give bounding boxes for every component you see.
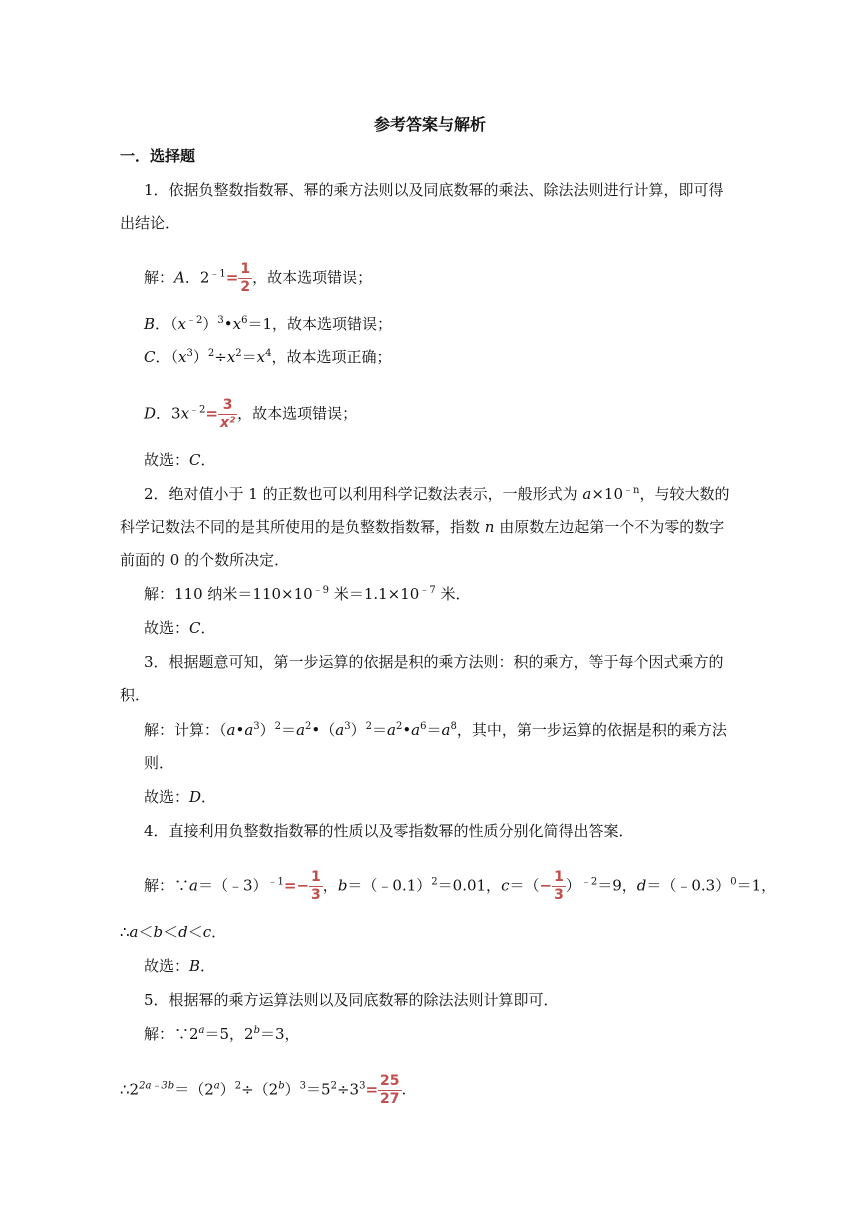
text: ＝（﹣0.1）: [347, 876, 432, 895]
exponent: ﹣1: [209, 268, 226, 280]
variable: x: [180, 404, 190, 423]
numerator: 1: [311, 869, 321, 885]
variable: a: [441, 721, 451, 739]
q3-answer-line2: 则．: [144, 754, 175, 772]
q1-choice: [144, 450, 216, 470]
equals-sign: =: [205, 404, 218, 423]
variable: d: [178, 923, 188, 941]
text: ．: [200, 957, 216, 975]
text: ）: [259, 721, 275, 739]
q4-answer-line1: [144, 870, 776, 903]
variable: x: [178, 348, 187, 366]
q1-option-d: [144, 398, 357, 431]
text: 由原数左边起第一个不为零的数字: [494, 518, 725, 536]
numerator: 1: [554, 869, 564, 885]
exponent: ﹣9: [312, 585, 330, 596]
exponent: ﹣2: [189, 404, 206, 416]
exponent: ﹣2: [580, 876, 598, 888]
text: •: [235, 721, 245, 739]
text: ，其中，第一步运算的依据是积的乘方法: [456, 721, 727, 739]
variable: b: [337, 876, 348, 895]
text: ．: [201, 788, 217, 806]
q2-choice: [144, 618, 216, 638]
q1-hint-line1: 1．依据负整数指数幂、幂的乘方法则以及同底数幂的乘法、除法法则进行计算，即可得: [144, 181, 724, 199]
text: ，故本选项错误；: [237, 404, 358, 423]
q3-answer-line1: [144, 720, 727, 740]
choice-prefix: 故选：: [144, 957, 190, 975]
q2-answer: [144, 584, 471, 604]
text: 解：∵2: [144, 1025, 199, 1043]
fraction-25-over-27: [379, 1074, 400, 1107]
exponent: a: [198, 1025, 205, 1036]
exponent: 3: [253, 721, 260, 732]
denominator: 27: [380, 1091, 400, 1107]
text: ＝9，: [597, 876, 637, 895]
exponent: 2: [395, 721, 403, 732]
text: ＝1，故本选项错误；: [247, 315, 393, 333]
option-label: C: [144, 348, 156, 366]
exponent: 3: [299, 1080, 307, 1092]
variable: c: [202, 923, 212, 941]
text: •（: [311, 721, 336, 739]
choice-letter: C: [189, 451, 201, 469]
minus-sign: −: [296, 876, 310, 895]
denominator: 3: [554, 887, 564, 903]
exponent: 2: [234, 1080, 242, 1092]
variable: a: [582, 485, 592, 503]
exponent: a: [213, 1080, 220, 1092]
text: ＜: [138, 923, 154, 941]
exponent: b: [278, 1080, 285, 1092]
variable: x: [226, 348, 236, 366]
exponent: 3: [186, 348, 193, 359]
answer-prefix: 解：: [144, 268, 175, 287]
text: ．（: [155, 315, 178, 333]
exponent: 6: [241, 315, 248, 326]
text: ．2: [184, 268, 210, 287]
option-label: B: [144, 315, 156, 333]
exponent: 3: [217, 315, 224, 326]
exponent: 2a﹣3b: [139, 1080, 175, 1092]
choice-letter: D: [189, 788, 202, 806]
equals-sign: =: [365, 1080, 379, 1099]
text: ＝: [241, 348, 257, 366]
text: •: [223, 315, 233, 333]
text: ）: [350, 721, 366, 739]
exponent: 8: [450, 721, 457, 732]
exponent: b: [253, 1025, 261, 1036]
text: ）: [219, 1080, 235, 1099]
text: ＝0.01，: [437, 876, 502, 895]
text: ＝5: [306, 1080, 331, 1099]
exponent: 2: [330, 1080, 337, 1092]
text: ，故本选项错误；: [252, 268, 373, 287]
exponent: 3: [344, 721, 351, 732]
exponent: 2: [207, 348, 215, 359]
choice-prefix: 故选：: [144, 788, 190, 806]
q5-conclusion: [120, 1074, 406, 1107]
text: 解：∵: [144, 876, 190, 895]
variable: x: [256, 348, 266, 366]
choice-letter: B: [189, 957, 201, 975]
equals-sign: =: [283, 876, 297, 895]
q3-hint-line1: 3．根据题意可知，第一步运算的依据是积的乘方法则：积的乘方，等于每个因式乘方的: [144, 653, 724, 671]
choice-letter: C: [189, 619, 201, 637]
section-heading: 一．选择题: [120, 147, 196, 165]
exponent: ﹣2: [186, 315, 203, 326]
exponent: 2: [274, 721, 282, 732]
page-title: 参考答案与解析: [373, 115, 486, 134]
denominator: x²: [220, 415, 236, 431]
q3-choice: [144, 787, 216, 807]
q1-option-c: [144, 347, 392, 367]
variable: a: [226, 721, 236, 739]
variable: a: [296, 721, 306, 739]
q2-hint-line3: 前面的 0 的个数所决定．: [120, 551, 290, 569]
fraction-one-third: [553, 870, 565, 903]
q4-conclusion: [120, 922, 226, 942]
text: ．: [200, 451, 216, 469]
q2-hint-line2: [120, 517, 724, 537]
denominator: 2: [240, 279, 251, 295]
text: ＜: [187, 923, 203, 941]
exponent: 2: [365, 721, 372, 732]
text: ＜: [163, 923, 179, 941]
variable: a: [411, 721, 421, 739]
variable: d: [636, 876, 647, 895]
q1-option-a: [144, 262, 372, 295]
text: ÷: [214, 348, 227, 366]
exponent: ﹣n: [623, 485, 640, 496]
text: 解：计算：（: [144, 721, 227, 739]
text: 米．: [435, 585, 471, 603]
text: ）: [192, 348, 208, 366]
text: ＝（2: [174, 1080, 214, 1099]
text: ＝（﹣0.3）: [646, 876, 731, 895]
variable: a: [129, 923, 139, 941]
variable: c: [501, 876, 510, 895]
q1-option-b: [144, 314, 392, 334]
text: •: [402, 721, 412, 739]
text: ＝1，: [736, 876, 777, 895]
fraction-one-half: [239, 262, 251, 295]
numerator: 25: [380, 1073, 400, 1089]
text: ＝: [426, 721, 442, 739]
q2-hint-line1: [144, 484, 729, 504]
variable: a: [189, 876, 198, 895]
option-label: A: [174, 268, 185, 287]
q1-hint-line2: 出结论．: [120, 214, 181, 232]
exponent: 2: [431, 876, 438, 888]
exponent: 6: [420, 721, 427, 732]
minus-sign: −: [539, 876, 553, 895]
option-label: D: [144, 404, 157, 423]
text: 米＝1.1×10: [329, 585, 420, 603]
equals-sign: =: [225, 268, 239, 287]
exponent: 2: [235, 348, 242, 359]
exponent: 0: [730, 876, 737, 888]
text: ）: [284, 1080, 300, 1099]
text: ÷（2: [241, 1080, 279, 1099]
numerator: 3: [222, 397, 233, 413]
text: ．: [211, 923, 227, 941]
text: ＝: [371, 721, 387, 739]
q5-hint: 5．根据幂的乘方运算法则以及同底数幂的除法法则计算即可．: [144, 991, 559, 1009]
exponent: ﹣7: [419, 585, 436, 596]
q3-hint-line2: 积．: [120, 686, 151, 704]
text: ，: [322, 876, 338, 895]
text: ）: [565, 876, 581, 895]
text: ＝: [281, 721, 297, 739]
text: ＝（﹣3）: [197, 876, 268, 895]
text: ．（: [155, 348, 178, 366]
text: ∴2: [120, 1080, 140, 1099]
text: 科学记数法不同的是其所使用的是负整数指数幂，指数: [120, 518, 485, 536]
text: ＝3，: [260, 1025, 300, 1043]
fraction-three-over-x-squared: [219, 398, 236, 431]
variable: b: [153, 923, 164, 941]
variable: x: [177, 315, 187, 333]
text: ．3: [156, 404, 181, 423]
text: ，与较大数的: [639, 485, 730, 503]
text: ∴: [120, 923, 130, 941]
variable: a: [244, 721, 254, 739]
numerator: 1: [240, 261, 251, 277]
text: ．: [200, 619, 216, 637]
text: 解：110 纳米＝110×10: [144, 585, 313, 603]
exponent: 2: [305, 721, 312, 732]
q5-given: [144, 1024, 300, 1044]
exponent: 3: [359, 1080, 366, 1092]
text: .: [401, 1080, 407, 1099]
text: ，故本选项正确；: [271, 348, 392, 366]
q4-hint: 4．直接利用负整数指数幂的性质以及零指数幂的性质分别化简得出答案．: [144, 822, 634, 840]
denominator: 3: [311, 887, 321, 903]
choice-prefix: 故选：: [144, 619, 190, 637]
variable: n: [484, 518, 495, 536]
exponent: 4: [265, 348, 272, 359]
variable: a: [386, 721, 396, 739]
q4-choice: [144, 956, 215, 976]
text: 2．绝对值小于 1 的正数也可以利用科学记数法表示，一般形式为: [144, 485, 583, 503]
exponent: ﹣1: [267, 876, 284, 888]
choice-prefix: 故选：: [144, 451, 190, 469]
variable: a: [335, 721, 345, 739]
variable: x: [232, 315, 242, 333]
fraction-one-third: [310, 870, 322, 903]
text: ＝5，2: [204, 1025, 254, 1043]
text: ＝（: [509, 876, 540, 895]
text: ÷3: [336, 1080, 360, 1099]
text: ×10: [591, 485, 624, 503]
text: ）: [202, 315, 218, 333]
